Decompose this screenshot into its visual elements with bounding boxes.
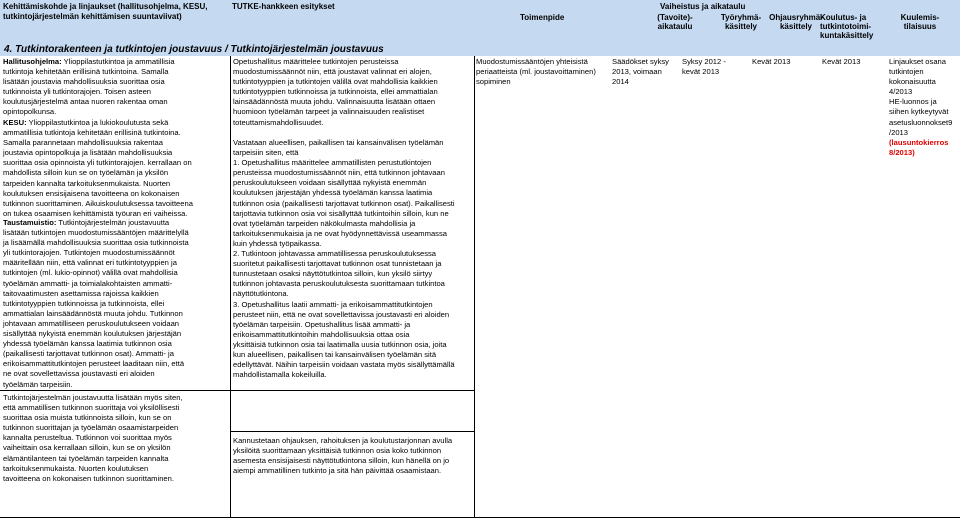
kesu-label: KESU: bbox=[3, 118, 27, 127]
column-divider bbox=[474, 56, 475, 518]
header-tavoite-aikataulu: (Tavoite)- aikataulu bbox=[657, 13, 693, 31]
col1-kesu bbox=[3, 118, 229, 219]
col5-tyoryhmakasittely: Syksy 2012 - kevät 2013 bbox=[682, 57, 726, 77]
col8-kuulemistilaisuus bbox=[889, 57, 960, 158]
col8-lausuntokierros: (lausuntokierros 8/2013) bbox=[889, 137, 949, 157]
header-tutke: TUTKE-hankkeen esitykset bbox=[232, 2, 335, 11]
col7-koulutustoimikunta: Kevät 2013 bbox=[822, 57, 861, 66]
col4-aikataulu: Säädökset syksy 2013, voimaan 2014 bbox=[612, 57, 669, 87]
col2-block1: Opetushallitus määrittelee tutkintojen perusteissa muodostumissäännöt niin, että joustavat valinnat eri alojen, tutkintotyyppien ja tutkintojen välillä ovat mahdollisia kaikkien tutkintotyyppien tutkinnoissa ja tutkinnoista, ellei ammattialan lainsäädännöstä muuta johdu. Valinnaisuutta lisätään ottaen huomioon työelämän tarpeet ja valinnaisuuden realistiset toteuttamismahdollisuudet. bbox=[233, 57, 438, 127]
hallitusohjelma-label: Hallitusohjelma: bbox=[3, 57, 62, 66]
header-kehittamiskohde-line1: Kehittämiskohde ja linjaukset (hallitusohjelma, KESU, bbox=[3, 2, 208, 11]
row-divider bbox=[0, 390, 475, 391]
header-vaiheistus: Vaiheistus ja aikataulu bbox=[660, 2, 746, 11]
header-tyoryhmakasittely: Työryhmä- käsittely bbox=[720, 13, 762, 31]
hallitusohjelma-text: Ylioppilastutkintoa ja ammatillisia tutkintoja kehitetään erillisinä tutkintoina. Samalla lisätään joustavia mahdollisuuksia suorittaa osia tutkinnoista yli tutkintorajojen. Toisen asteen koulutusjärjestelmä antaa nuoren rakentaa oman opintopolkunsa. bbox=[3, 57, 175, 117]
header-kuulemistilaisuus: Kuulemis- tilaisuus bbox=[900, 13, 940, 31]
header-koulutustoimikunta: Koulutus- ja tutkintotoimi- kuntakäsittely bbox=[820, 13, 874, 40]
col6-ohjausryhmakasittely: Kevät 2013 bbox=[752, 57, 791, 66]
header-toimenpide: Toimenpide bbox=[520, 13, 565, 22]
taustamuistio-text: Tutkintojärjestelmän joustavuutta lisätään tutkintojen muodostumissääntöjen määrittelyllä ja lisäämällä mahdollisuuksia suorittaa osia tutkinnoista yli tutkintorajojen. Tutkintojen muodostumissäännöt määritellään niin, että valinnat eri tutkintotyyppien ja tutkintojen (ml. lukio-opinnot) välillä ovat mahdollisia työelämän ammatti- ja toimialakohtaisten ammatti- taitovaatimusten asettamissa rajoissa kaikkien tutkintotyyppien tutkinnoissa ja tutkinnoista, ellei ammattialan lainsäädännöstä muuta johdu. Tutkinnon johtavaan ammatilliseen peruskoulutukseen voidaan sisällyttää nykyistä enemmän koulutuksen järjestäjän yhdessä työelämän kanssa laatimia tutkinnon osia (paikallisesti tarjottavat tutkinnon osat). Ammatti- ja erikoisammattitutkintojen perusteet laaditaan niin, että ne ovat sovellettavissa joustavasti eri aloiden työelämän tarpeisiin. bbox=[3, 218, 189, 389]
kesu-text: Ylioppilastutkintoa ja lukiokoulutusta sekä ammatillisia tutkintoja kehitetään erillisinä tutkintoina. Samalla parannetaan mahdollisuuksia rakentaa joustavia opintopolkuja ja lisätään mahdollisuuksia suorittaa osia opinnoista yli tutkintorajojen. kerrallaan on mahdollista silloin kun se on työelämän ja yksilön tarpeiden kannalta tarkoituksenmukaista. Nuorten koulutuksen ensisijaisena tavoitteena on kokonaisen tutkinnon suorittaminen. Aikuiskoulutuksessa tavoitteena on tukea osaamisen kehittämistä työuran eri vaiheissa. bbox=[3, 118, 193, 218]
col1-hallitusohjelma bbox=[3, 57, 229, 118]
col1-taustamuistio bbox=[3, 218, 229, 390]
col1-block4: Tutkintojärjestelmän joustavuutta lisätään myös siten, että ammatillisen tutkinnon suorittaja voi yksilöllisesti suorittaa osia muista tutkinnoista silloin, kun se on tutkinnon suorittajan ja työelämän osaamistarpeiden kannalta perusteltua. Tutkinnon voi suorittaa myös vaiheittain osa kerrallaan silloin, kun se on yksilön elämäntilanteen tai työelämän tarpeiden kannalta tarkoituksenmukaista. Nuorten koulutuksen tavoitteena on kokonaisen tutkinnon suorittaminen. bbox=[3, 393, 183, 483]
column-divider bbox=[230, 56, 231, 518]
section-title: 4. Tutkintorakenteen ja tutkintojen joustavuus / Tutkintojärjestelmän joustavuus bbox=[0, 44, 960, 56]
row-divider bbox=[231, 431, 475, 432]
col2-block3: Kannustetaan ohjauksen, rahoituksen ja koulutustarjonnan avulla yksilöitä suorittamaan yksittäisiä tutkinnon osia koko tutkinnon asemesta ensisijaisesti näyttötutkintona silloin, kun hänellä on jo aiempi ammatillinen tutkinto ja sitä hän päivittää osaamistaan. bbox=[233, 436, 453, 476]
header-kehittamiskohde-line2: tutkintojärjestelmän kehittämisen suuntaviivat) bbox=[3, 12, 182, 21]
header-ohjausryhmakasittely: Ohjausryhmä- käsittely bbox=[769, 13, 823, 31]
col2-block2: Vastataan alueellisen, paikallisen tai kansainvälisen työelämän tarpeisiin siten, että 1. Opetushallitus määrittelee ammatillisten perustutkintojen perusteissa muodostumissäännöt niin, että tutkinnon johtavaan peruskoulutukseen voidaan sisällyttää nykyistä enemmän koulutuksen järjestäjän yhdessä työelämän kanssa laatimia tutkinnon osia (paikallisesti tarjottavat tutkinnon osat). Paikallisesti tarjottavia tutkinnon osia voi sisällyttää tutkintoihin silloin, kun ne ovat työelämän tarpeiden näkökulmasta mahdollisia ja tarkoituksenmukaisia ja ne ovat hyödynnettävissä useammassa kuin yhdessä työpaikassa. 2. Tutkintoon johtavassa ammatillisessa peruskoulutuksessa suoritetut paikallisesti tarjottavat tutkinnon osat tunnistetaan ja tunnustetaan osaksi näyttötutkintoa silloin, kun yksilö siirtyy tutkinnon johtavasta peruskoulutuksesta suorittamaan tutkintoa näyttötutkintona. 3. Opetushallitus laatii ammatti- ja erikoisammattitutkintojen perusteet niin, että ne ovat sovellettavissa joustavasti eri aloiden työelämän tarpeisiin. Opetushallitus lisää ammatti- ja erikoisammattitutkintoihin mahdollisuuksia ottaa osia yksittäisiä tutkinnon osia tai laatimalla uusia tutkinnon osia, joita kun alueellisen, paikallisen tai kansainvälisen työelämän sitä edellyttävät. Näihin tarpeisiin voidaan vastata myös sisällyttämällä mahdollistamalla kokeiluilla. bbox=[233, 138, 455, 380]
col3-toimenpide: Muodostumissääntöjen yhteisistä periaatteista (ml. joustavoittaminen) sopiminen bbox=[476, 57, 596, 87]
taustamuistio-label: Taustamuistio: bbox=[3, 218, 57, 227]
col8-text: Linjaukset osana tutkintojen kokonaisuutta 4/2013 HE-luonnos ja siihen kytkeytyvät asetusluonnokset9 /2013 bbox=[889, 57, 953, 137]
